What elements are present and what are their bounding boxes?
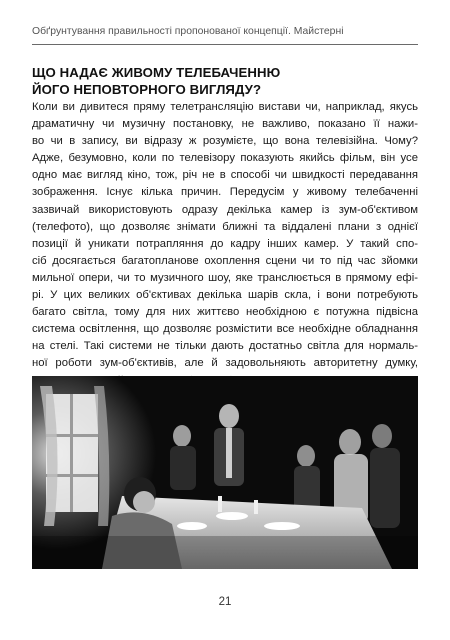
body-line: сіб досягається багатопланове охоплення сцени чи то під час зйомки [32,254,418,267]
body-line: зображення. Існує кілька причин. Передусім у живому телебаченні [32,186,418,199]
body-line: Адже, безумовно, коли по телевізору показують якийсь фільм, він усе [32,152,418,165]
body-line: зазвичай використовують одразу декілька камер із зум-об'єктивом [32,203,418,216]
body-line: ної роботи зум-об'єктивів, але й задовольняють авторитетну думку, [32,357,418,370]
header-rule [32,44,418,45]
section-title-line-2: ЙОГО НЕПОВТОРНОГО ВИГЛЯДУ? [32,82,262,97]
section-title [32,64,418,98]
running-header: Обґрунтування правильності пропонованої концепції. Майстерні [32,26,344,37]
body-line: багато світла, тому для них життєво необхідною є потужна підвісна [32,306,418,319]
body-line: Коли ви дивитеся пряму телетрансляцію вистави чи, наприклад, якусь [32,101,418,113]
body-line: драматичну чи музичну постановку, не важливо, показано її нажи- [32,118,418,131]
body-line: (телефото), що дозволяє знімати ближні та віддалені плани з однієї [32,220,418,233]
body-line: система освітлення, що дозволяє розмістити все необхідне обладнання [32,323,418,336]
body-line: позиції й уникати потрапляння до кадру інших камер. У такий спо- [32,237,418,250]
section-title-line-1: ЩО НАДАЄ ЖИВОМУ ТЕЛЕБАЧЕННЮ [32,65,281,80]
body-line: мильної опери, чи то музичного шоу, яке транслюється в прямому ефі- [32,271,418,284]
body-paragraph [32,99,418,390]
body-line: рі. У цих великих об'єктивах декілька шарів скла, і вони потребують [32,289,418,302]
dinner-scene-photo [32,376,418,569]
page-number: 21 [218,596,232,608]
body-line: одно має вигляд кіно, тож, річ не в способі чи швидкості передавання [32,169,418,182]
body-line: на стелі. Такі системи не тільки дають достатньо світла для нормаль- [32,340,418,353]
body-line: во чи в запису, ви відразу ж розумієте, що вона телевізійна. Чому? [32,135,418,148]
